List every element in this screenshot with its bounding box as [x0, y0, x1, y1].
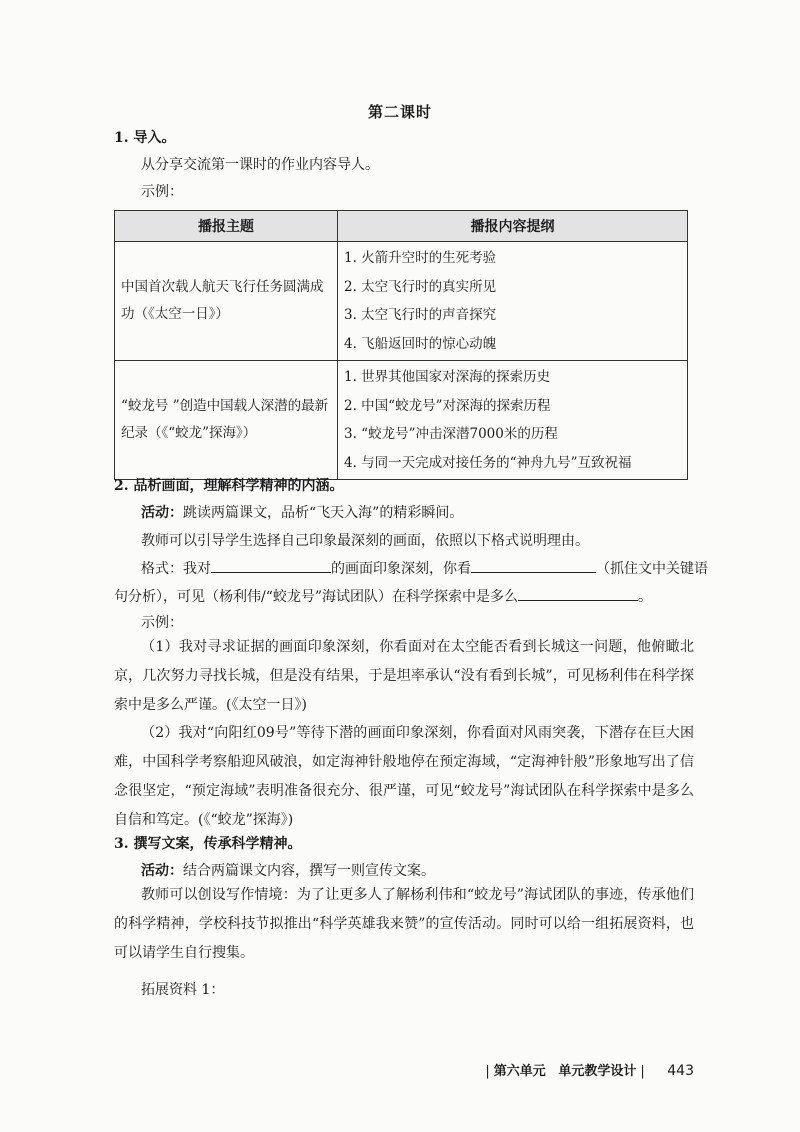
section2-activity [141, 503, 721, 523]
activity-text: 结合两篇课文内容，撰写一则宣传文案。 [183, 863, 435, 879]
activity-label: 活动： [141, 505, 183, 521]
material-label: 拓展资料 1： [141, 982, 225, 998]
broadcast-table [114, 210, 688, 480]
section3-activity [141, 861, 721, 881]
format-text-b: 的画面印象深刻，你看 [331, 561, 471, 577]
table-header-outline: 播报内容提纲 [338, 211, 688, 242]
example-label-2: 示例： [141, 615, 183, 631]
section2-guide: 教师可以引导学生选择自己印象最深刻的画面，依照以下格式说明理由。 [141, 533, 589, 549]
section1-heading: 1. 导入。 [114, 130, 176, 146]
table-cell-theme: “蛟龙号 ”创造中国载人深潜的最新纪录（《“蛟龙”探海》） [115, 361, 338, 480]
footer-unit: 第六单元 [493, 1064, 546, 1079]
list-item: 3. 太空飞行时的声音探究 [344, 307, 497, 323]
blank-line [518, 586, 638, 601]
format-text-c: （抓住文中关键语 [596, 561, 708, 577]
list-item: 1. 火箭升空时的生死考验 [344, 250, 497, 266]
page-footer: | 第六单元 单元教学设计 | 443 [485, 1063, 694, 1079]
list-item: 3. “蛟龙号”冲击深潜7000米的历程 [344, 426, 558, 442]
list-item: 2. 中国“蛟龙号”对深海的探索历程 [344, 397, 551, 414]
table-cell-points [338, 242, 688, 361]
list-item: 2. 太空飞行时的真实所见 [344, 278, 497, 295]
section3-heading: 3. 撰写文案，传承科学精神。 [114, 836, 302, 852]
table-row [115, 361, 688, 480]
example-paragraph-1: （1）我对寻求证据的画面印象深刻，你看面对在太空能否看到长城这一问题，他俯瞰北京，几次努力寻找长城，但是没有结果，于是坦率承认“没有看到长城”，可见杨利伟在科学探索中是多么严谨。(《太空一日》) [114, 639, 694, 713]
list-item: 4. 与同一天完成对接任务的“神舟九号”互致祝福 [344, 454, 632, 471]
blank-line [211, 558, 331, 573]
list-item: 1. 世界其他国家对深海的探索历史 [344, 369, 551, 385]
table-header-theme: 播报主题 [115, 211, 338, 242]
example-label-1: 示例： [141, 184, 183, 200]
activity-label: 活动： [141, 863, 183, 879]
list-item: 4. 飞船返回时的惊心动魄 [344, 335, 497, 352]
page-number: 443 [667, 1063, 694, 1079]
table-header-row [115, 211, 688, 242]
section3-guide: 教师可以创设写作情境：为了让更多人了解杨利伟和“蛟龙号”海试团队的事迹，传承他们的科学精神，学校科技节拟推出“科学英雄我来赞”的宣传活动。同时可以给一组拓展资料，也可以请学生自行搜集。 [114, 887, 694, 961]
section1-text: 从分享交流第一课时的作业内容导人。 [141, 157, 379, 173]
format-text-e: 。 [638, 589, 653, 605]
format-line-1 [141, 558, 721, 579]
lesson-title: 第二课时 [367, 103, 432, 121]
table-row [115, 242, 688, 361]
blank-line [471, 558, 596, 573]
format-text-d: 句分析），可见（杨利伟/“蛟龙号”海试团队）在科学探索中是多么 [114, 589, 519, 605]
footer-book: 单元教学设计 [558, 1064, 637, 1079]
table-cell-theme: 中国首次载人航天飞行任务圆满成功（《太空一日》） [115, 242, 338, 361]
format-text-a: 格式：我对 [141, 561, 211, 577]
format-line-2 [114, 586, 694, 607]
activity-text: 跳读两篇课文，品析“飞天入海”的精彩瞬间。 [183, 505, 464, 521]
section2-heading: 2. 品析画面，理解科学精神的内涵。 [114, 478, 344, 494]
table-cell-points [338, 361, 688, 480]
example-paragraph-2: （2）我对“向阳红09号”等待下潜的画面印象深刻，你看面对风雨突袭，下潜存在巨大困难，中国科学考察船迎风破浪，如定海神针般地停在预定海域，“定海神针般”形象地写出了信念很坚定，“预定海域”表明准备很充分、很严谨，可见“蛟龙号”海试团队在科学探索中是多么自信和笃定。(《“蛟龙”探海》) [114, 725, 694, 828]
